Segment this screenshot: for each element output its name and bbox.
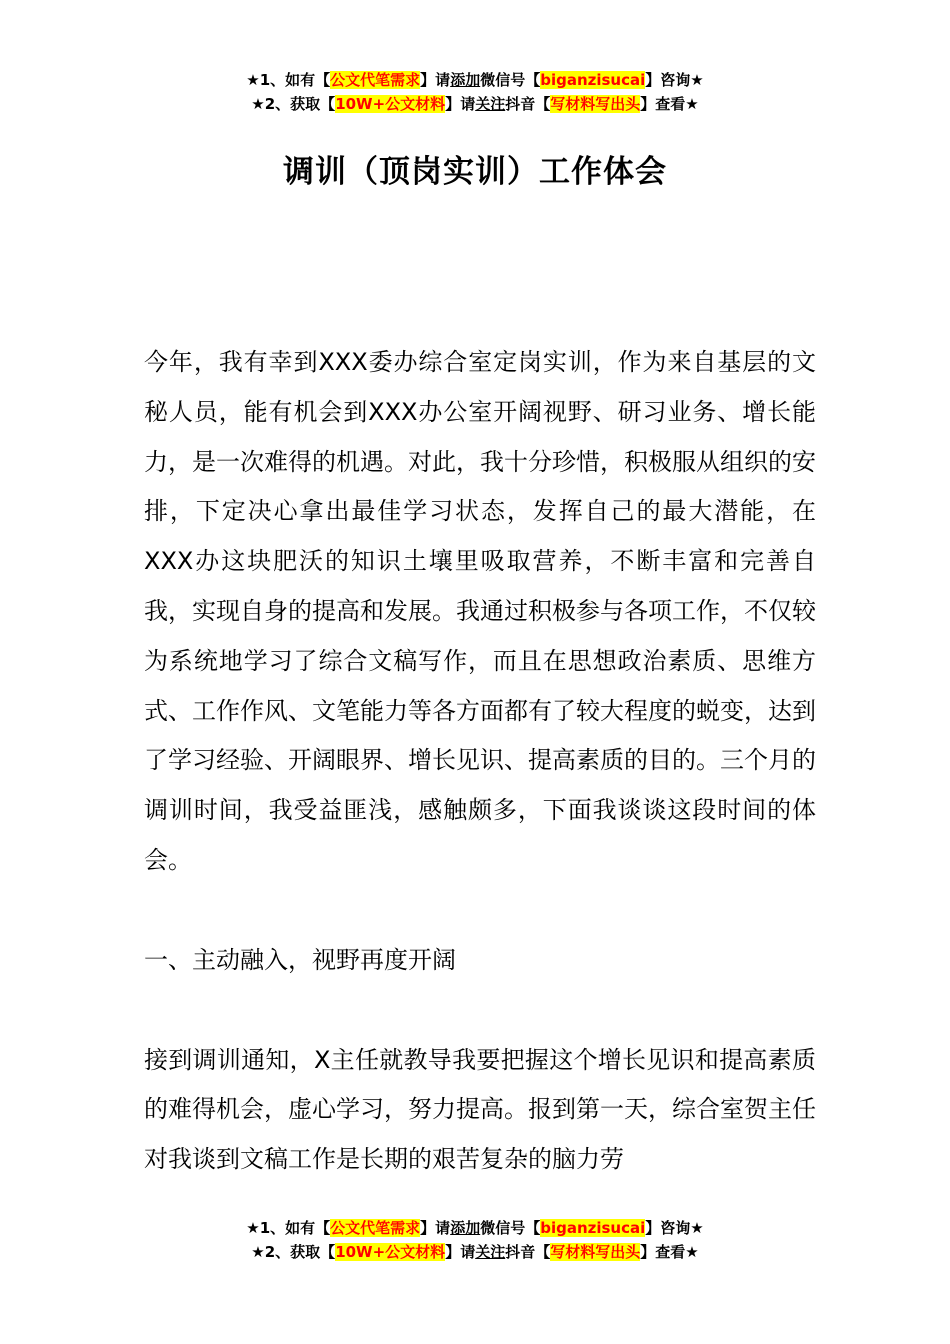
banner-text: 】请 bbox=[420, 71, 451, 89]
highlight-materials: 10W+公文材料 bbox=[335, 95, 446, 113]
banner-text: 】请 bbox=[445, 95, 476, 113]
emphasis-add: 添加 bbox=[450, 1219, 481, 1237]
paragraph-intro: 今年，我有幸到XXX委办综合室定岗实训，作为来自基层的文秘人员，能有机会到XXX办公室开阔视野、研习业务、增长能力，是一次难得的机遇。对此，我十分珍惜，积极服从组织的安排，下定决心拿出最佳学习状态，发挥自己的最大潜能，在XXX办这块肥沃的知识土壤里吸取营养，不断丰富和完善自我，实现自身的提高和发展。我通过积极参与各项工作，不仅较为系统地学习了综合文稿写作，而且在思想政治素质、思维方式、工作作风、文笔能力等各方面都有了较大程度的蜕变，达到了学习经验、开阔眼界、增长见识、提高素质的目的。三个月的调训时间，我受益匪浅，感触颇多，下面我谈谈这段时间的体会。 bbox=[144, 348, 816, 874]
highlight-wechat-id: biganzisucai bbox=[540, 1219, 646, 1237]
emphasis-follow: 关注 bbox=[475, 95, 506, 113]
highlight-wechat-id: biganzisucai bbox=[540, 71, 646, 89]
paragraph-gap bbox=[144, 886, 816, 936]
banner-text: 微信号【 bbox=[480, 71, 541, 89]
banner-text: 】查看★ bbox=[640, 95, 699, 113]
highlight-douyin: 写材料写出头 bbox=[550, 95, 641, 113]
paragraph-section-1: 接到调训通知，X主任就教导我要把握这个增长见识和提高素质的难得机会，虚心学习，努力提高。报到第一天，综合室贺主任对我谈到文稿工作是长期的艰苦复杂的脑力劳 bbox=[144, 1045, 816, 1174]
banner-text: 】查看★ bbox=[640, 1243, 699, 1261]
section-heading: 一、主动融入，视野再度开阔 bbox=[144, 945, 456, 974]
emphasis-follow: 关注 bbox=[475, 1243, 506, 1261]
highlight-douyin: 写材料写出头 bbox=[550, 1243, 641, 1261]
banner-line-1 bbox=[0, 1216, 950, 1240]
banner-text: 】请 bbox=[420, 1219, 451, 1237]
banner-text: 微信号【 bbox=[480, 1219, 541, 1237]
highlight-service: 公文代笔需求 bbox=[330, 71, 421, 89]
banner-text: ★1、如有【 bbox=[246, 1219, 331, 1237]
banner-text: ★1、如有【 bbox=[246, 71, 331, 89]
banner-line-2 bbox=[0, 1240, 950, 1264]
banner-text: ★2、获取【 bbox=[251, 95, 336, 113]
banner-text: ★2、获取【 bbox=[251, 1243, 336, 1261]
highlight-service: 公文代笔需求 bbox=[330, 1219, 421, 1237]
emphasis-add: 添加 bbox=[450, 71, 481, 89]
banner-text: 抖音【 bbox=[505, 95, 551, 113]
paragraph-gap bbox=[144, 986, 816, 1036]
footer-banner bbox=[0, 1216, 950, 1264]
banner-text: 抖音【 bbox=[505, 1243, 551, 1261]
banner-line-1 bbox=[0, 68, 950, 92]
banner-text: 】请 bbox=[445, 1243, 476, 1261]
highlight-materials: 10W+公文材料 bbox=[335, 1243, 446, 1261]
header-banner bbox=[0, 68, 950, 116]
banner-text: 】咨询★ bbox=[645, 1219, 704, 1237]
banner-line-2 bbox=[0, 92, 950, 116]
banner-text: 】咨询★ bbox=[645, 71, 704, 89]
document-title: 调训（顶岗实训）工作体会 bbox=[283, 154, 667, 190]
document-body bbox=[144, 338, 816, 1185]
